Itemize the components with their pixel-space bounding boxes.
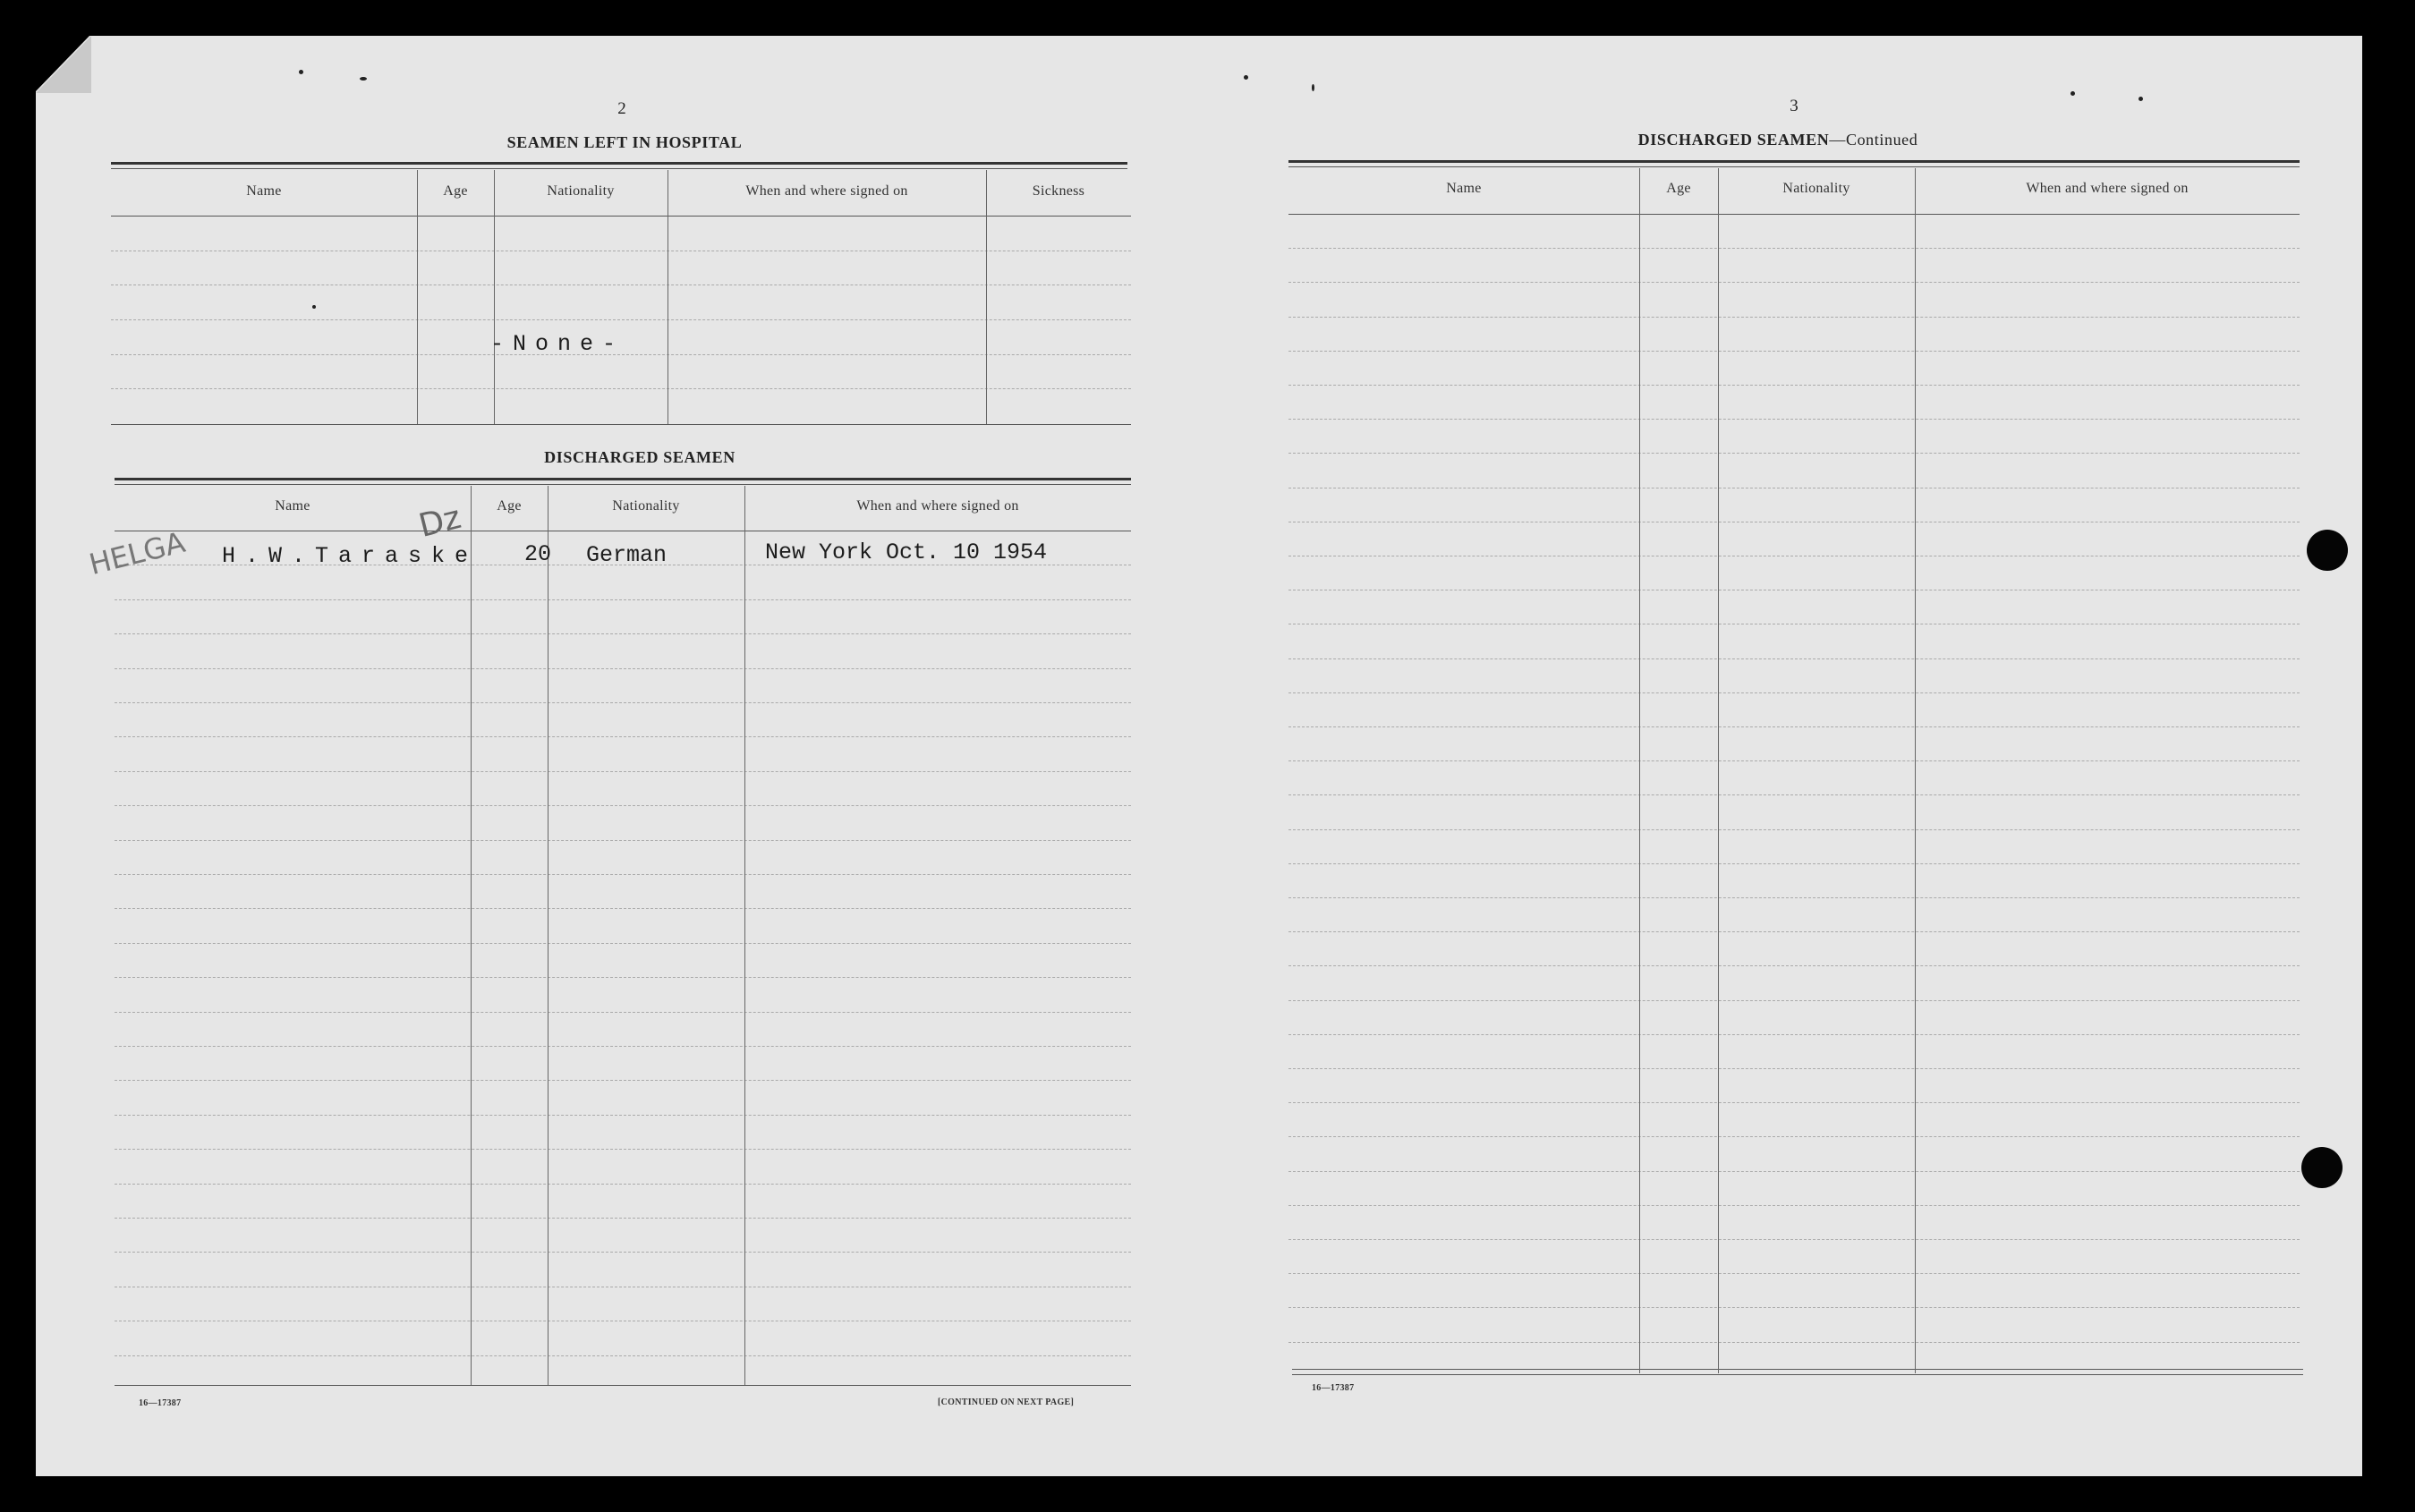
hospital-col-divider <box>417 170 418 424</box>
ruled-line <box>1288 385 2300 386</box>
right-page-number: 3 <box>1790 97 1798 115</box>
ruled-line <box>1288 1205 2300 1206</box>
ruled-line <box>115 1149 1131 1150</box>
ruled-line <box>1288 248 2300 249</box>
hospital-header-sickness: Sickness <box>1032 183 1085 199</box>
ruled-line <box>1288 1342 2300 1343</box>
ruled-line <box>1288 1239 2300 1240</box>
right-header-age: Age <box>1666 181 1691 196</box>
ruled-line <box>1288 351 2300 352</box>
discharged-header-signed-on: When and where signed on <box>856 498 1019 514</box>
ruled-line <box>115 702 1131 703</box>
ruled-line <box>115 633 1131 634</box>
hospital-table-top-rule <box>111 162 1127 165</box>
right-table-bottom-rule-2 <box>1292 1374 2303 1375</box>
discharged-table-top-rule-2 <box>115 484 1131 485</box>
ruled-line <box>115 668 1131 669</box>
ruled-line <box>1288 1273 2300 1274</box>
right-col-divider <box>1718 168 1719 1373</box>
ruled-line <box>1288 453 2300 454</box>
hospital-table-top-rule-2 <box>111 168 1127 169</box>
ruled-line <box>115 943 1131 944</box>
ruled-line <box>115 1355 1131 1356</box>
punch-hole <box>2301 1147 2343 1188</box>
ruled-line <box>1288 1136 2300 1137</box>
ruled-line <box>1288 282 2300 283</box>
discharged-table-bottom-rule <box>115 1385 1131 1386</box>
discharged-header-age: Age <box>497 498 522 514</box>
right-header-nationality: Nationality <box>1782 181 1850 196</box>
hospital-table-bottom-rule <box>111 424 1131 425</box>
ruled-line <box>1288 1171 2300 1172</box>
handwritten-note: Dz <box>415 498 465 545</box>
ruled-line <box>1288 1000 2300 1001</box>
ruled-line <box>115 805 1131 806</box>
document-page <box>36 36 2362 1476</box>
speck <box>1312 84 1314 91</box>
ruled-line <box>115 1080 1131 1081</box>
ruled-line <box>1288 829 2300 830</box>
right-header-name: Name <box>1446 181 1482 196</box>
right-section-title-main: DISCHARGED SEAMEN <box>1637 131 1830 149</box>
ruled-line <box>115 874 1131 875</box>
hospital-none-entry: -None- <box>490 331 625 357</box>
speck <box>312 305 316 309</box>
ruled-line <box>115 771 1131 772</box>
ruled-line <box>115 736 1131 737</box>
ruled-line <box>115 599 1131 600</box>
hospital-header-age: Age <box>443 183 468 199</box>
continued-note: [CONTINUED ON NEXT PAGE] <box>938 1397 1075 1407</box>
ruled-line <box>1288 1102 2300 1103</box>
hospital-col-divider <box>494 170 495 424</box>
ruled-line <box>1288 726 2300 727</box>
hospital-col-divider <box>986 170 987 424</box>
ruled-line <box>1288 1068 2300 1069</box>
hospital-header-underline <box>111 216 1131 217</box>
discharged-header-nationality: Nationality <box>612 498 680 514</box>
ruled-line <box>1288 760 2300 761</box>
right-col-divider <box>1639 168 1640 1373</box>
right-header-signed-on: When and where signed on <box>2026 181 2189 196</box>
ruled-line <box>1288 692 2300 693</box>
ruled-line <box>115 908 1131 909</box>
ruled-line <box>111 319 1131 320</box>
ruled-line <box>1288 1034 2300 1035</box>
ruled-line <box>1288 419 2300 420</box>
right-header-underline <box>1288 214 2300 215</box>
ruled-line <box>1288 317 2300 318</box>
ruled-line <box>115 1218 1131 1219</box>
right-col-divider <box>1915 168 1916 1373</box>
left-form-number: 16—17387 <box>139 1398 182 1408</box>
discharged-row-signed-on: New York Oct. 10 1954 <box>765 539 1048 565</box>
speck <box>1244 75 1248 80</box>
ruled-line <box>1288 965 2300 966</box>
punch-hole <box>2307 530 2348 571</box>
speck <box>360 77 367 81</box>
hospital-header-nationality: Nationality <box>547 183 615 199</box>
discharged-section-title: DISCHARGED SEAMEN <box>544 448 736 466</box>
ruled-line <box>1288 863 2300 864</box>
hospital-header-signed-on: When and where signed on <box>745 183 908 199</box>
right-section-title <box>1599 131 1957 149</box>
handwritten-margin-note: HELGA <box>85 524 189 582</box>
right-table-bottom-rule <box>1292 1369 2303 1370</box>
hospital-header-name: Name <box>246 183 282 199</box>
ruled-line <box>115 1115 1131 1116</box>
ruled-line <box>115 1012 1131 1013</box>
right-table-top-rule <box>1288 160 2300 163</box>
speck <box>2139 97 2143 101</box>
right-table-top-rule-2 <box>1288 166 2300 167</box>
ruled-line <box>1288 897 2300 898</box>
ruled-line <box>115 1184 1131 1185</box>
discharged-row-name: H.W.Taraske <box>222 543 479 569</box>
ruled-line <box>1288 931 2300 932</box>
discharged-row-nationality: German <box>586 542 668 568</box>
discharged-table-top-rule <box>115 478 1131 480</box>
ruled-line <box>115 977 1131 978</box>
right-section-title-continued: —Continued <box>1829 131 1918 149</box>
hospital-section-title: SEAMEN LEFT IN HOSPITAL <box>506 133 743 151</box>
ruled-line <box>1288 794 2300 795</box>
speck <box>299 70 303 74</box>
ruled-line <box>115 1252 1131 1253</box>
ruled-line <box>115 1046 1131 1047</box>
ruled-line <box>1288 658 2300 659</box>
discharged-col-divider <box>744 486 745 1385</box>
ruled-line <box>1288 1307 2300 1308</box>
discharged-col-divider <box>471 486 472 1385</box>
ruled-line <box>115 840 1131 841</box>
left-page-number: 2 <box>617 99 626 118</box>
ruled-line <box>111 388 1131 389</box>
discharged-row-age: 20 <box>524 541 552 567</box>
discharged-header-name: Name <box>275 498 310 514</box>
right-form-number: 16—17387 <box>1312 1383 1355 1393</box>
speck <box>2071 91 2075 96</box>
